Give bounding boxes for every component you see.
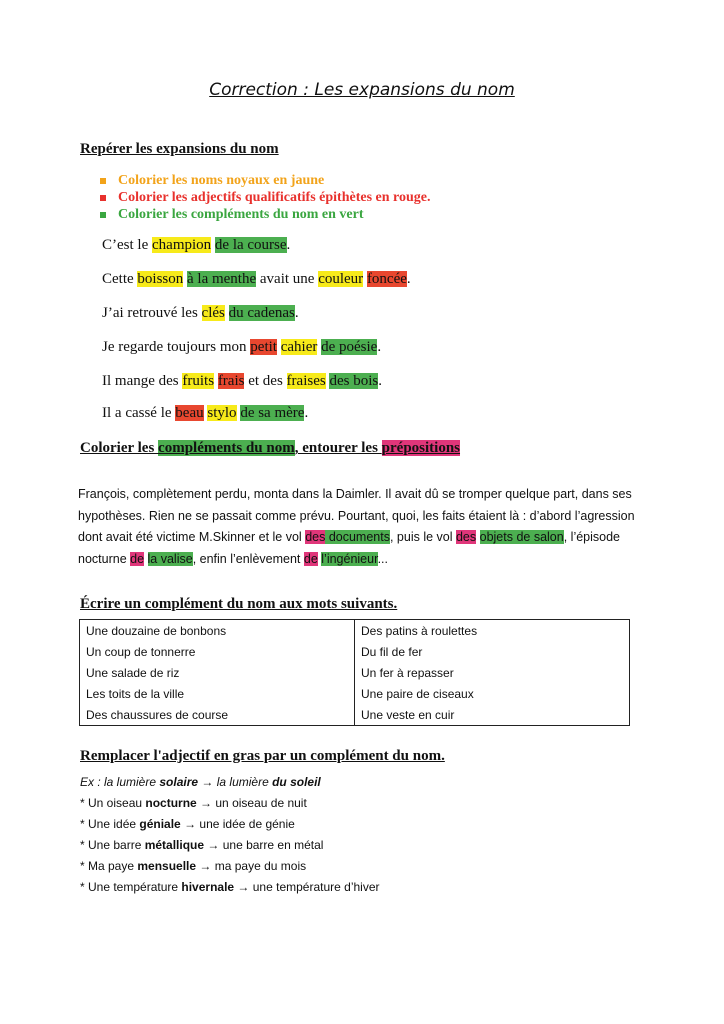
- highlighted-word: objets de salon: [479, 530, 564, 544]
- list-item: [80, 877, 380, 898]
- text-run: , puis le vol: [389, 530, 456, 544]
- text-run: solaire: [159, 775, 199, 789]
- list-item: [80, 856, 380, 877]
- text-run: * Une idée: [80, 817, 140, 831]
- highlighted-word: stylo: [207, 405, 237, 421]
- highlighted-word: fruits: [182, 373, 215, 389]
- highlighted-word: à la menthe: [187, 271, 257, 287]
- text-run: .: [378, 373, 382, 389]
- highlighted-word: clés: [201, 305, 225, 321]
- section-1-heading: Repérer les expansions du nom: [80, 141, 279, 157]
- table-cell: Du fil de fer: [355, 641, 630, 662]
- text-run: .: [286, 237, 291, 253]
- table-cell: Une veste en cuir: [355, 704, 630, 726]
- paragraph-line: [78, 527, 648, 549]
- text-run: Ex : la lumière: [80, 775, 160, 789]
- instruction-list: [100, 172, 430, 223]
- instruction-item: [100, 206, 430, 223]
- text-run: * Une barre: [80, 838, 145, 852]
- table-row: [80, 662, 630, 683]
- highlighted-word: de poésie: [321, 339, 378, 355]
- text-run: Cette: [102, 271, 138, 287]
- sentence: [102, 405, 308, 422]
- table-cell: Une douzaine de bonbons: [80, 620, 355, 642]
- table-row: [80, 704, 630, 726]
- square-bullet-icon: [100, 178, 106, 184]
- example-line: [80, 772, 380, 793]
- text-run: nocturne: [78, 551, 131, 566]
- highlighted-word: des: [455, 530, 477, 544]
- text-run: hypothèses. Rien ne se passait comme prévu. Pourtant, quoi, les faits étaient là : d’abord l’agression: [78, 508, 635, 523]
- paragraph-line: [78, 484, 648, 506]
- text-run: avait une: [256, 271, 319, 287]
- table-cell: Les toits de la ville: [80, 683, 355, 704]
- instruction-text: Colorier les compléments du nom en vert: [118, 207, 364, 222]
- sentence: [102, 237, 290, 254]
- text-run: François, complètement perdu, monta dans la Daimler. Il avait dû se tromper quelque part, dans ses: [78, 487, 632, 501]
- highlighted-word: beau: [175, 405, 204, 421]
- text-run: → un oiseau de nuit: [196, 796, 307, 810]
- highlighted-word: champion: [152, 237, 212, 253]
- text-run: * Un oiseau: [80, 796, 146, 810]
- table-row: [80, 620, 630, 642]
- section-2-heading: [80, 440, 460, 457]
- text-run: → une température d’hiver: [234, 880, 380, 894]
- text-run: Il a cassé le: [102, 405, 176, 421]
- text-run: ...: [377, 551, 388, 566]
- text-run: J’ai retrouvé les: [102, 305, 202, 321]
- table-row: [80, 683, 630, 704]
- words-table: [79, 619, 630, 726]
- text-run: géniale: [139, 817, 181, 831]
- text-paragraph: [78, 484, 648, 570]
- text-run: .: [406, 271, 411, 287]
- highlighted-word: petit: [250, 339, 277, 355]
- text-run: et des: [244, 373, 287, 389]
- sentence: [102, 339, 381, 356]
- square-bullet-icon: [100, 212, 106, 218]
- text-run: → une barre en métal: [204, 838, 324, 852]
- highlighted-word: foncée: [366, 271, 407, 287]
- list-item: [80, 814, 380, 835]
- highlighted-word: fraises: [286, 373, 326, 389]
- text-run: Il mange des: [102, 373, 183, 389]
- text-run: → une idée de génie: [180, 817, 295, 831]
- highlighted-word: documents: [325, 530, 390, 544]
- text-run: , enfin l’enlèvement: [192, 551, 304, 566]
- list-item: [80, 835, 380, 856]
- sentence: [102, 305, 299, 322]
- highlighted-word: boisson: [137, 271, 184, 287]
- table-row: [80, 641, 630, 662]
- sentence: [102, 373, 382, 390]
- instruction-item: [100, 189, 430, 206]
- highlighted-word: de: [303, 551, 318, 566]
- instruction-text: Colorier les noms noyaux en jaune: [118, 173, 325, 188]
- instruction-text: Colorier les adjectifs qualificatifs épithètes en rouge.: [118, 190, 431, 205]
- highlighted-word: l’ingénieur: [321, 551, 378, 566]
- list-item: [80, 793, 380, 814]
- text-run: métallique: [144, 838, 205, 852]
- instruction-item: [100, 172, 430, 189]
- text-run: C’est le: [102, 237, 152, 253]
- text-run: .: [377, 339, 382, 355]
- highlighted-word: de: [130, 551, 145, 566]
- table-cell: Une paire de ciseaux: [355, 683, 630, 704]
- table-cell: Un coup de tonnerre: [80, 641, 355, 662]
- table-cell: Une salade de riz: [80, 662, 355, 683]
- examples-list: [80, 772, 380, 898]
- highlighted-word: couleur: [318, 271, 364, 287]
- square-bullet-icon: [100, 195, 106, 201]
- text-run: .: [304, 405, 309, 421]
- paragraph-line: [78, 549, 648, 571]
- highlighted-word: de la course: [214, 237, 287, 253]
- text-run: * Une température: [80, 880, 182, 894]
- highlighted-word: prépositions: [381, 440, 461, 456]
- highlighted-word: des bois: [329, 373, 379, 389]
- text-run: → la lumière: [198, 775, 273, 789]
- table-cell: Des chaussures de course: [80, 704, 355, 726]
- paragraph-line: [78, 506, 648, 528]
- highlighted-word: cahier: [280, 339, 318, 355]
- highlighted-word: frais: [217, 373, 245, 389]
- text-run: .: [294, 305, 299, 321]
- text-run: mensuelle: [137, 859, 197, 873]
- section-4-heading: Remplacer l'adjectif en gras par un complément du nom.: [80, 748, 445, 764]
- section-3-heading: Écrire un complément du nom aux mots suivants.: [80, 596, 398, 612]
- text-run: du soleil: [272, 775, 321, 789]
- text-run: , l’épisode: [563, 530, 621, 544]
- text-run: hivernale: [181, 880, 235, 894]
- text-run: Je regarde toujours mon: [102, 339, 251, 355]
- highlighted-word: des: [305, 530, 326, 544]
- table-cell: Des patins à roulettes: [355, 620, 630, 642]
- text-run: nocturne: [145, 796, 197, 810]
- sentence: [102, 271, 411, 288]
- highlighted-word: compléments du nom: [158, 440, 295, 456]
- page-title: Correction : Les expansions du nom: [209, 80, 515, 100]
- highlighted-word: de sa mère: [240, 405, 305, 421]
- text-run: [144, 552, 147, 566]
- highlighted-word: la valise: [147, 551, 193, 566]
- text-run: , entourer les: [294, 440, 382, 456]
- text-run: → ma paye du mois: [196, 859, 307, 873]
- table-cell: Un fer à repasser: [355, 662, 630, 683]
- text-run: dont avait été victime M.Skinner et le vol: [78, 530, 306, 544]
- text-run: Colorier les: [80, 440, 159, 456]
- highlighted-word: du cadenas: [228, 305, 295, 321]
- text-run: * Ma paye: [80, 859, 138, 873]
